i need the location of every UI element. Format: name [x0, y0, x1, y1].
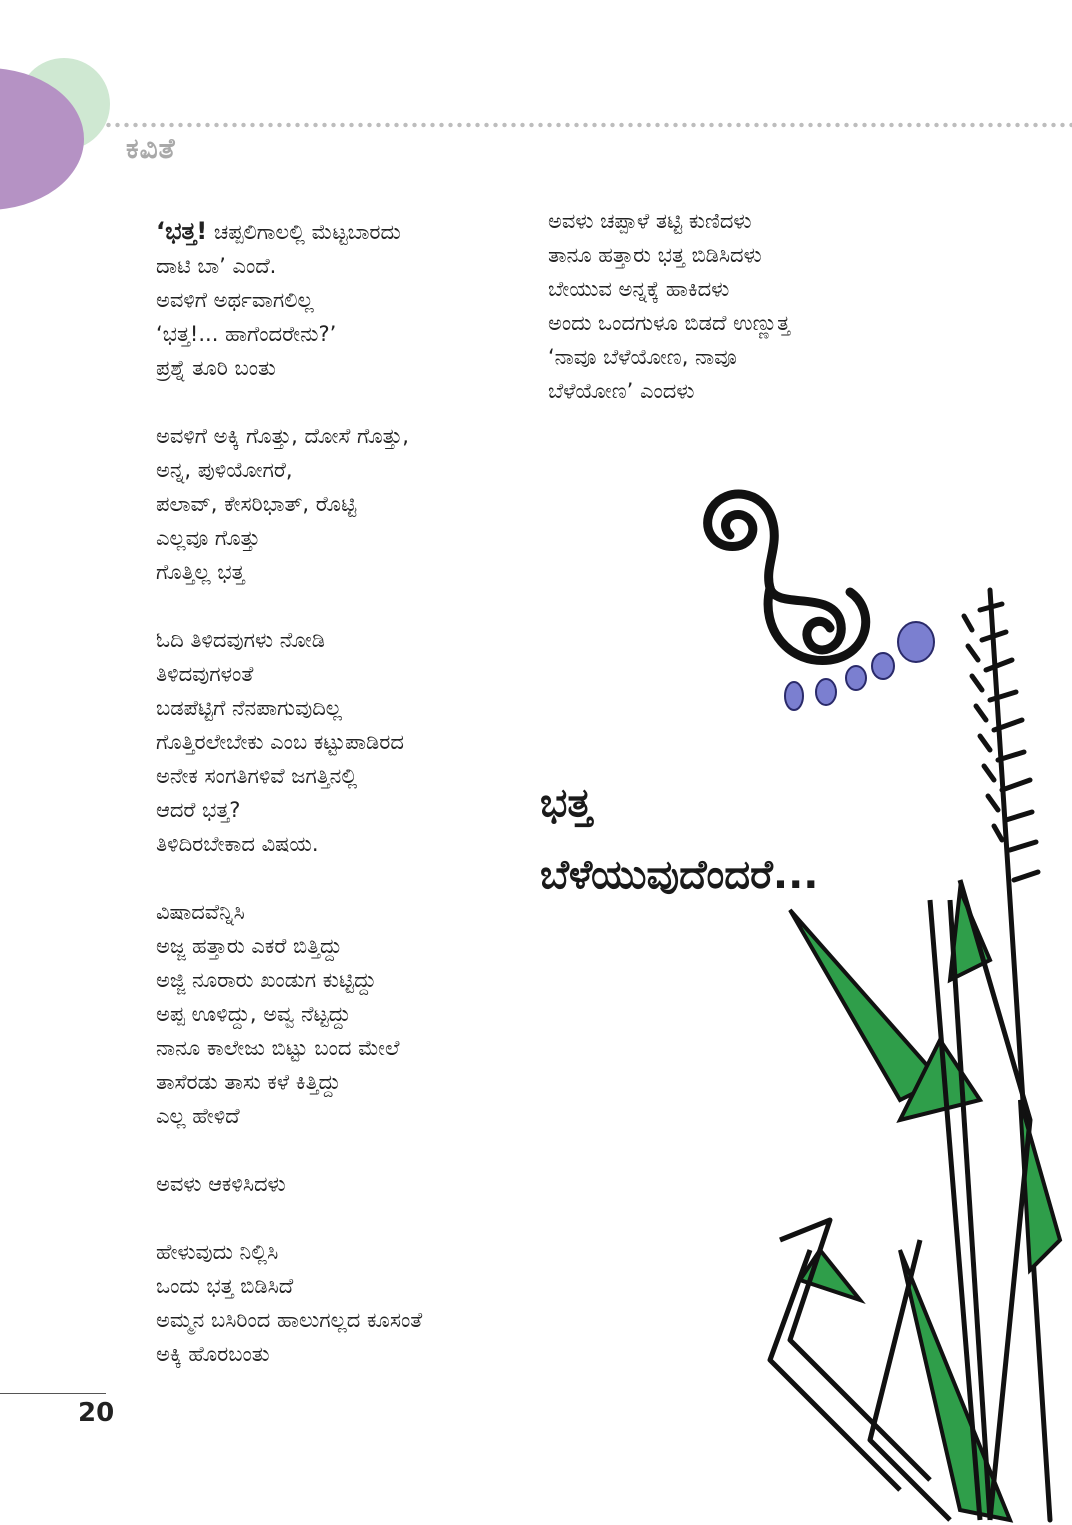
poem-line: ಅಜ್ಜಿ ನೂರಾರು ಖಂಡುಗ ಕುಟ್ಟಿದ್ದು — [156, 968, 377, 992]
poem-line: ವಿಷಾದವೆನ್ನಿಸಿ — [156, 900, 245, 924]
poem-line: ಎಲ್ಲವೂ ಗೊತ್ತು — [156, 526, 261, 550]
opening-word: ‘ಭತ್ತ! — [156, 217, 208, 245]
poem-line: ‘ಭತ್ತ!... ಹಾಗೆಂದರೇನು?’ — [156, 322, 337, 346]
spiral-icon — [708, 494, 866, 660]
stanza-6 — [156, 1235, 536, 1371]
opening-rest: ಚಪ್ಪಲಿಗಾಲಲ್ಲಿ ಮೆಟ್ಟಬಾರದು — [207, 220, 401, 244]
poem-line: ಗೊತ್ತಿರಲೇಬೇಕು ಎಂಬ ಕಟ್ಟುಪಾಡಿರದ — [156, 730, 404, 754]
page-number: 20 — [78, 1398, 115, 1428]
poem-line: ಪ್ರಶ್ನೆ ತೂರಿ ಬಂತು — [156, 356, 276, 380]
poem-line: ಎಲ್ಲ ಹೇಳಿದೆ — [156, 1104, 240, 1128]
poem-line: ನಾನೂ ಕಾಲೇಜು ಬಿಟ್ಟು ಬಂದ ಮೇಲೆ — [156, 1036, 400, 1060]
poem-left-column — [156, 214, 536, 1405]
poem-line: ಅವಳು ಆಕಳಿಸಿದಳು — [156, 1172, 286, 1196]
poem-line: ಅನ್ನ, ಪುಳಿಯೋಗರೆ, — [156, 458, 293, 482]
poem-title-line-2: ಬೆಳೆಯುವುದೆಂದರೆ... — [540, 852, 819, 898]
stanza-1 — [156, 214, 536, 385]
poem-right-column — [548, 204, 928, 442]
dotted-header-rule — [104, 122, 1072, 128]
poem-line: ಆದರೆ ಭತ್ತ? — [156, 798, 241, 822]
poem-line: ಅವಳು ಚಪ್ಪಾಳೆ ತಟ್ಟಿ ಕುಣಿದಳು — [548, 209, 752, 233]
stanza-7 — [548, 204, 928, 408]
poem-line: ಅಜ್ಜ ಹತ್ತಾರು ಎಕರೆ ಬಿತ್ತಿದ್ದು — [156, 934, 343, 958]
poem-line: ಬಡಪೆಟ್ಟಿಗೆ ನೆನಪಾಗುವುದಿಲ್ಲ — [156, 696, 342, 720]
rice-plant-icon — [770, 590, 1060, 1520]
poem-line: ಒಂದು ಭತ್ತ ಬಿಡಿಸಿದೆ — [156, 1274, 294, 1298]
stanza-3 — [156, 623, 536, 861]
poem-line: ಅಪ್ಪ ಊಳಿದ್ದು, ಅವ್ವ ನೆಟ್ಟದ್ದು — [156, 1002, 351, 1026]
poem-line: ಪಲಾವ್, ಕೇಸರಿಭಾತ್, ರೊಟ್ಟಿ — [156, 492, 357, 516]
poem-line — [156, 214, 536, 249]
poem-line: ತಿಳಿದಿರಬೇಕಾದ ವಿಷಯ. — [156, 832, 319, 856]
stanza-2 — [156, 419, 536, 589]
poem-line: ತಾನೂ ಹತ್ತಾರು ಭತ್ತ ಬಿಡಿಸಿದಳು — [548, 243, 762, 267]
stanza-5 — [156, 1167, 536, 1201]
poem-line: ‘ನಾವೂ ಬೆಳೆಯೋಣ, ನಾವೂ — [548, 345, 737, 369]
rice-plant-illustration — [690, 480, 1072, 1525]
poem-line: ಅಂದು ಒಂದಗುಳೂ ಬಿಡದೆ ಉಣ್ಣುತ್ತ — [548, 311, 791, 335]
poem-line: ಅಮ್ಮನ ಬಸಿರಿಂದ ಹಾಲುಗಲ್ಲದ ಕೂಸಂತೆ — [156, 1308, 423, 1332]
poem-line: ತಾಸೆರಡು ತಾಸು ಕಳೆ ಕಿತ್ತಿದ್ದು — [156, 1070, 341, 1094]
poem-line: ಅವಳಿಗೆ ಅರ್ಥವಾಗಲಿಲ್ಲ — [156, 288, 314, 312]
stanza-4 — [156, 895, 536, 1133]
poem-line: ತಿಳಿದವುಗಳಂತೆ — [156, 662, 254, 686]
footer-rule — [0, 1393, 106, 1394]
section-label: ಕವಿತೆ — [126, 132, 176, 165]
poem-title-line-1: ಭತ್ತ — [540, 780, 592, 826]
poem-line: ಅವಳಿಗೆ ಅಕ್ಕಿ ಗೊತ್ತು, ದೋಸೆ ಗೊತ್ತು, — [156, 424, 409, 448]
poem-line: ಗೊತ್ತಿಲ್ಲ ಭತ್ತ — [156, 560, 245, 584]
poem-line: ಅಕ್ಕಿ ಹೊರಬಂತು — [156, 1342, 270, 1366]
poem-line: ದಾಟಿ ಬಾ’ ಎಂದೆ. — [156, 254, 277, 278]
poem-line: ಅನೇಕ ಸಂಗತಿಗಳಿವೆ ಜಗತ್ತಿನಲ್ಲಿ — [156, 764, 358, 788]
poem-line: ಬೇಯುವ ಅನ್ನಕ್ಕೆ ಹಾಕಿದಳು — [548, 277, 730, 301]
poem-line: ಬೆಳೆಯೋಣ’ ಎಂದಳು — [548, 379, 695, 403]
poem-line: ಓದಿ ತಿಳಿದವುಗಳು ನೋಡಿ — [156, 628, 325, 652]
poem-line: ಹೇಳುವುದು ನಿಲ್ಲಿಸಿ — [156, 1240, 279, 1264]
